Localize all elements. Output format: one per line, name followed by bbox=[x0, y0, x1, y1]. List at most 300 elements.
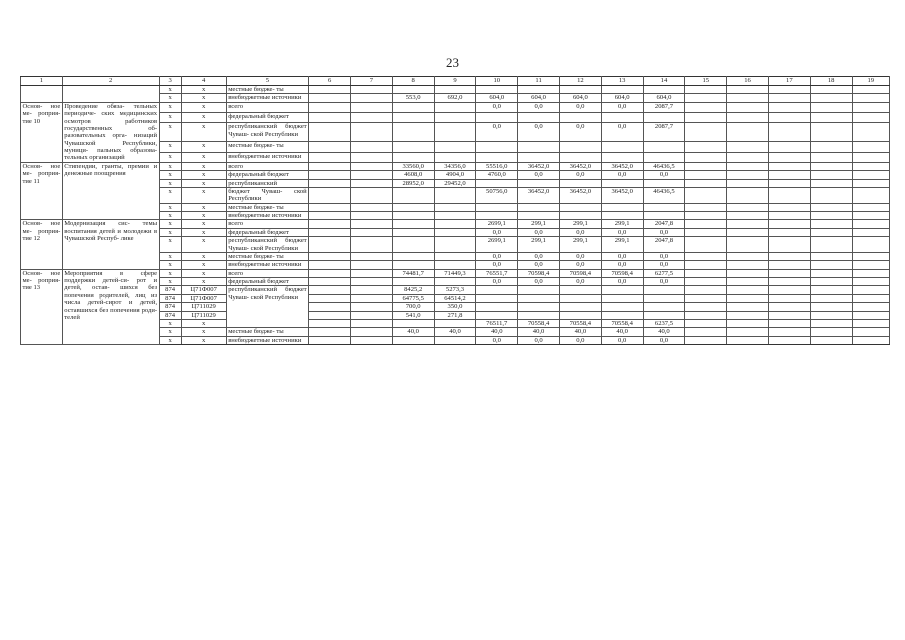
value-cell: 0,0 bbox=[643, 252, 685, 260]
funding-source: местные бюдже- ты bbox=[226, 86, 309, 94]
value-cell: 40,0 bbox=[434, 328, 476, 336]
empty-cell bbox=[852, 303, 889, 311]
code-cell: х bbox=[159, 220, 181, 228]
code-cell: х bbox=[159, 86, 181, 94]
empty-cell bbox=[350, 187, 392, 203]
code-cell: х bbox=[159, 102, 181, 112]
empty-cell bbox=[727, 203, 769, 211]
value-cell bbox=[434, 278, 476, 286]
empty-cell bbox=[727, 328, 769, 336]
empty-cell bbox=[309, 319, 351, 327]
empty-cell bbox=[727, 112, 769, 122]
value-cell bbox=[476, 179, 518, 187]
empty-cell bbox=[810, 278, 852, 286]
measure-name: Стипендии, гранты, премии и денежные поощрения bbox=[62, 162, 159, 220]
code-cell: х bbox=[181, 328, 226, 336]
value-cell: 36452,0 bbox=[518, 187, 560, 203]
value-cell bbox=[643, 311, 685, 319]
page-number: 23 bbox=[446, 55, 459, 70]
value-cell: 40,0 bbox=[601, 328, 643, 336]
value-cell: 0,0 bbox=[643, 171, 685, 179]
funding-source: местные бюдже- ты bbox=[226, 252, 309, 260]
funding-source: местные бюдже- ты bbox=[226, 142, 309, 152]
empty-cell bbox=[685, 286, 727, 294]
value-cell: 36452,0 bbox=[559, 162, 601, 170]
column-header: 17 bbox=[768, 77, 810, 86]
empty-cell bbox=[309, 261, 351, 269]
value-cell bbox=[476, 152, 518, 162]
column-header-row bbox=[21, 77, 890, 86]
empty-cell bbox=[727, 252, 769, 260]
empty-cell bbox=[350, 303, 392, 311]
empty-cell bbox=[309, 328, 351, 336]
value-cell: 0,0 bbox=[643, 228, 685, 236]
value-cell: 74481,7 bbox=[392, 269, 434, 277]
value-cell: 299,1 bbox=[518, 237, 560, 253]
value-cell: 71449,3 bbox=[434, 269, 476, 277]
value-cell: 0,0 bbox=[643, 278, 685, 286]
value-cell: 28952,0 bbox=[392, 179, 434, 187]
empty-cell bbox=[309, 94, 351, 102]
empty-cell bbox=[727, 102, 769, 112]
code-cell: х bbox=[159, 252, 181, 260]
code-cell: х bbox=[181, 142, 226, 152]
column-header: 13 bbox=[601, 77, 643, 86]
empty-cell bbox=[350, 152, 392, 162]
empty-cell bbox=[810, 86, 852, 94]
empty-cell bbox=[350, 294, 392, 302]
empty-cell bbox=[350, 328, 392, 336]
value-cell bbox=[518, 142, 560, 152]
empty-cell bbox=[768, 303, 810, 311]
empty-cell bbox=[350, 237, 392, 253]
value-cell bbox=[392, 319, 434, 327]
empty-cell bbox=[727, 94, 769, 102]
value-cell: 4608,0 bbox=[392, 171, 434, 179]
empty-cell bbox=[810, 187, 852, 203]
code-cell: х bbox=[159, 123, 181, 142]
value-cell bbox=[476, 286, 518, 294]
empty-cell bbox=[350, 220, 392, 228]
empty-cell bbox=[852, 94, 889, 102]
empty-cell bbox=[727, 319, 769, 327]
value-cell bbox=[434, 228, 476, 236]
value-cell: 604,0 bbox=[518, 94, 560, 102]
value-cell: 2699,1 bbox=[476, 220, 518, 228]
value-cell: 70558,4 bbox=[518, 319, 560, 327]
empty-cell bbox=[350, 112, 392, 122]
empty-cell bbox=[768, 328, 810, 336]
value-cell: 0,0 bbox=[601, 123, 643, 142]
value-cell bbox=[476, 212, 518, 220]
empty-cell bbox=[727, 152, 769, 162]
empty-cell bbox=[852, 212, 889, 220]
empty-cell bbox=[685, 278, 727, 286]
value-cell: 0,0 bbox=[559, 171, 601, 179]
empty-cell bbox=[810, 328, 852, 336]
value-cell: 40,0 bbox=[518, 328, 560, 336]
value-cell: 0,0 bbox=[518, 102, 560, 112]
value-cell bbox=[601, 179, 643, 187]
budget-table-body bbox=[21, 77, 890, 345]
column-header: 4 bbox=[181, 77, 226, 86]
measure-name: Проведение обяза- тельных периодиче- ских медицинских осмотров работников государственных об- разовательных орга- низаций Чувашской Республики, муници- пальных образова- тельных организаций bbox=[64, 102, 158, 162]
empty-cell bbox=[727, 162, 769, 170]
code-cell: 874 bbox=[159, 303, 181, 311]
empty-cell bbox=[685, 94, 727, 102]
value-cell bbox=[518, 203, 560, 211]
empty-cell bbox=[810, 162, 852, 170]
value-cell: 0,0 bbox=[518, 171, 560, 179]
empty-cell bbox=[350, 142, 392, 152]
measure-code: Основ- ное ме- роприя- тие 12 bbox=[21, 220, 63, 269]
value-cell: 604,0 bbox=[559, 94, 601, 102]
value-cell: 34356,0 bbox=[434, 162, 476, 170]
value-cell: 70558,4 bbox=[601, 319, 643, 327]
value-cell bbox=[643, 294, 685, 302]
empty-cell bbox=[350, 336, 392, 344]
value-cell bbox=[476, 294, 518, 302]
code-cell: х bbox=[159, 269, 181, 277]
empty-cell bbox=[350, 171, 392, 179]
value-cell bbox=[392, 278, 434, 286]
column-header: 2 bbox=[62, 77, 159, 86]
empty-cell bbox=[350, 86, 392, 94]
empty-cell bbox=[852, 252, 889, 260]
value-cell bbox=[643, 303, 685, 311]
empty-cell bbox=[350, 102, 392, 112]
measure-name: Мероприятия в сфере поддержки детей-си- рот и детей, остав- шихся без попечения родителей, лиц из числа детей-сирот и детей, оставшихся без попечения роди- телей bbox=[62, 269, 159, 344]
empty-cell bbox=[309, 220, 351, 228]
empty-cell bbox=[810, 220, 852, 228]
value-cell: 0,0 bbox=[559, 102, 601, 112]
funding-source: республиканский бюджет Чуваш- ской Республики bbox=[226, 123, 309, 142]
value-cell bbox=[434, 336, 476, 344]
code-cell: х bbox=[181, 252, 226, 260]
empty-cell bbox=[852, 294, 889, 302]
value-cell: 70598,4 bbox=[559, 269, 601, 277]
value-cell: 0,0 bbox=[643, 261, 685, 269]
value-cell: 6277,5 bbox=[643, 269, 685, 277]
empty-cell bbox=[768, 152, 810, 162]
empty-cell bbox=[685, 336, 727, 344]
empty-cell bbox=[810, 303, 852, 311]
empty-cell bbox=[768, 294, 810, 302]
empty-cell bbox=[350, 123, 392, 142]
table-row bbox=[21, 102, 890, 112]
code-cell: 874 bbox=[159, 294, 181, 302]
value-cell: 70598,4 bbox=[518, 269, 560, 277]
empty-cell bbox=[685, 252, 727, 260]
value-cell: 2087,7 bbox=[643, 102, 685, 112]
empty-cell bbox=[852, 203, 889, 211]
value-cell bbox=[392, 228, 434, 236]
value-cell bbox=[559, 294, 601, 302]
empty-cell bbox=[727, 294, 769, 302]
value-cell bbox=[643, 152, 685, 162]
empty-cell bbox=[309, 311, 351, 319]
value-cell bbox=[392, 237, 434, 253]
empty-cell bbox=[727, 311, 769, 319]
empty-cell bbox=[685, 328, 727, 336]
column-header: 18 bbox=[810, 77, 852, 86]
code-cell: х bbox=[159, 152, 181, 162]
empty-cell bbox=[810, 228, 852, 236]
value-cell: 2699,1 bbox=[476, 237, 518, 253]
empty-cell bbox=[685, 162, 727, 170]
empty-cell bbox=[852, 102, 889, 112]
empty-cell bbox=[727, 212, 769, 220]
code-cell: х bbox=[159, 336, 181, 344]
value-cell bbox=[518, 286, 560, 294]
value-cell bbox=[392, 212, 434, 220]
value-cell bbox=[643, 86, 685, 94]
value-cell: 0,0 bbox=[559, 123, 601, 142]
empty-cell bbox=[810, 152, 852, 162]
value-cell: 541,0 bbox=[392, 311, 434, 319]
value-cell bbox=[392, 203, 434, 211]
value-cell bbox=[518, 86, 560, 94]
empty-cell bbox=[727, 179, 769, 187]
value-cell bbox=[518, 179, 560, 187]
funding-source: внебюджетные источники bbox=[226, 336, 309, 344]
value-cell bbox=[476, 311, 518, 319]
code-cell: х bbox=[159, 187, 181, 203]
column-header: 5 bbox=[226, 77, 309, 86]
code-cell: х bbox=[159, 212, 181, 220]
value-cell bbox=[518, 303, 560, 311]
code-cell: х bbox=[181, 152, 226, 162]
funding-source: всего bbox=[226, 269, 309, 277]
value-cell: 76551,7 bbox=[476, 269, 518, 277]
funding-source: внебюджетные источники bbox=[226, 152, 309, 162]
code-cell: х bbox=[181, 228, 226, 236]
empty-cell bbox=[685, 212, 727, 220]
empty-cell bbox=[727, 220, 769, 228]
empty-cell bbox=[768, 311, 810, 319]
code-cell: х bbox=[159, 278, 181, 286]
empty-cell bbox=[810, 203, 852, 211]
value-cell bbox=[392, 102, 434, 112]
empty-cell bbox=[852, 319, 889, 327]
empty-cell bbox=[852, 328, 889, 336]
code-cell: х bbox=[159, 179, 181, 187]
value-cell: 0,0 bbox=[476, 278, 518, 286]
empty-cell bbox=[727, 123, 769, 142]
value-cell bbox=[643, 212, 685, 220]
value-cell: 40,0 bbox=[643, 328, 685, 336]
measure-code: Основ- ное ме- роприя- тие 10 bbox=[21, 102, 63, 162]
value-cell bbox=[434, 187, 476, 203]
value-cell: 0,0 bbox=[518, 336, 560, 344]
empty-cell bbox=[309, 162, 351, 170]
value-cell: 0,0 bbox=[559, 278, 601, 286]
empty-cell bbox=[309, 123, 351, 142]
column-header: 16 bbox=[727, 77, 769, 86]
empty-cell bbox=[852, 162, 889, 170]
empty-cell bbox=[685, 220, 727, 228]
value-cell: 0,0 bbox=[559, 336, 601, 344]
empty-cell bbox=[309, 152, 351, 162]
code-cell: Ц71Ф007 bbox=[181, 286, 226, 294]
value-cell: 2047,8 bbox=[643, 237, 685, 253]
empty-cell bbox=[350, 162, 392, 170]
column-header: 7 bbox=[350, 77, 392, 86]
value-cell bbox=[434, 212, 476, 220]
value-cell bbox=[559, 86, 601, 94]
empty-cell bbox=[768, 179, 810, 187]
code-cell: х bbox=[159, 228, 181, 236]
value-cell bbox=[643, 286, 685, 294]
value-cell: 299,1 bbox=[601, 237, 643, 253]
code-cell: х bbox=[159, 328, 181, 336]
value-cell: 0,0 bbox=[518, 252, 560, 260]
empty-cell bbox=[852, 152, 889, 162]
value-cell bbox=[559, 303, 601, 311]
measure-code-cell bbox=[21, 86, 63, 103]
empty-cell bbox=[852, 171, 889, 179]
table-row bbox=[21, 162, 890, 170]
value-cell: 692,0 bbox=[434, 94, 476, 102]
empty-cell bbox=[727, 228, 769, 236]
value-cell: 0,0 bbox=[559, 252, 601, 260]
empty-cell bbox=[768, 220, 810, 228]
funding-source: республиканский bbox=[226, 179, 309, 187]
code-cell: х bbox=[181, 94, 226, 102]
value-cell: 70558,4 bbox=[559, 319, 601, 327]
value-cell bbox=[434, 261, 476, 269]
value-cell: 76511,7 bbox=[476, 319, 518, 327]
value-cell bbox=[601, 112, 643, 122]
value-cell: 0,0 bbox=[476, 102, 518, 112]
value-cell: 350,0 bbox=[434, 303, 476, 311]
code-cell: х bbox=[159, 237, 181, 253]
code-cell: х bbox=[181, 319, 226, 327]
value-cell: 0,0 bbox=[601, 252, 643, 260]
value-cell: 70598,4 bbox=[601, 269, 643, 277]
empty-cell bbox=[768, 187, 810, 203]
value-cell bbox=[643, 179, 685, 187]
empty-cell bbox=[685, 294, 727, 302]
empty-cell bbox=[852, 228, 889, 236]
value-cell bbox=[476, 303, 518, 311]
empty-cell bbox=[309, 269, 351, 277]
value-cell bbox=[559, 179, 601, 187]
empty-cell bbox=[350, 278, 392, 286]
value-cell: 700,0 bbox=[392, 303, 434, 311]
value-cell: 604,0 bbox=[476, 94, 518, 102]
empty-cell bbox=[309, 286, 351, 294]
empty-cell bbox=[852, 179, 889, 187]
code-cell: х bbox=[181, 336, 226, 344]
empty-cell bbox=[727, 303, 769, 311]
empty-cell bbox=[350, 179, 392, 187]
value-cell: 5273,3 bbox=[434, 286, 476, 294]
empty-cell bbox=[768, 102, 810, 112]
empty-cell bbox=[852, 142, 889, 152]
value-cell bbox=[601, 86, 643, 94]
empty-cell bbox=[768, 269, 810, 277]
code-cell: х bbox=[159, 162, 181, 170]
empty-cell bbox=[309, 86, 351, 94]
empty-cell bbox=[309, 102, 351, 112]
value-cell: 0,0 bbox=[518, 123, 560, 142]
table-row bbox=[21, 86, 890, 94]
code-cell: х bbox=[181, 123, 226, 142]
value-cell bbox=[392, 261, 434, 269]
code-cell: х bbox=[159, 319, 181, 327]
empty-cell bbox=[852, 187, 889, 203]
empty-cell bbox=[309, 112, 351, 122]
empty-cell bbox=[309, 171, 351, 179]
value-cell: 0,0 bbox=[476, 228, 518, 236]
value-cell bbox=[392, 86, 434, 94]
empty-cell bbox=[727, 261, 769, 269]
empty-cell bbox=[768, 278, 810, 286]
empty-cell bbox=[727, 278, 769, 286]
value-cell: 40,0 bbox=[476, 328, 518, 336]
value-cell: 2087,7 bbox=[643, 123, 685, 142]
empty-cell bbox=[810, 142, 852, 152]
empty-cell bbox=[309, 228, 351, 236]
empty-cell bbox=[685, 187, 727, 203]
code-cell: х bbox=[181, 203, 226, 211]
empty-cell bbox=[727, 86, 769, 94]
value-cell: 29452,0 bbox=[434, 179, 476, 187]
value-cell bbox=[643, 203, 685, 211]
value-cell bbox=[434, 102, 476, 112]
value-cell bbox=[601, 286, 643, 294]
value-cell: 0,0 bbox=[601, 171, 643, 179]
value-cell bbox=[559, 311, 601, 319]
value-cell bbox=[392, 252, 434, 260]
empty-cell bbox=[685, 261, 727, 269]
empty-cell bbox=[685, 269, 727, 277]
empty-cell bbox=[852, 261, 889, 269]
value-cell bbox=[476, 142, 518, 152]
code-cell: 874 bbox=[159, 311, 181, 319]
value-cell bbox=[434, 252, 476, 260]
empty-cell bbox=[852, 86, 889, 94]
value-cell: 6237,5 bbox=[643, 319, 685, 327]
column-header: 8 bbox=[392, 77, 434, 86]
budget-table bbox=[20, 76, 890, 345]
empty-cell bbox=[768, 228, 810, 236]
empty-cell bbox=[309, 142, 351, 152]
value-cell bbox=[476, 86, 518, 94]
empty-cell bbox=[685, 123, 727, 142]
empty-cell bbox=[852, 311, 889, 319]
value-cell bbox=[601, 311, 643, 319]
code-cell: х bbox=[181, 269, 226, 277]
empty-cell bbox=[852, 237, 889, 253]
empty-cell bbox=[350, 212, 392, 220]
column-header: 6 bbox=[309, 77, 351, 86]
value-cell bbox=[434, 123, 476, 142]
code-cell: х bbox=[159, 171, 181, 179]
value-cell: 8425,2 bbox=[392, 286, 434, 294]
value-cell: 604,0 bbox=[643, 94, 685, 102]
value-cell: 0,0 bbox=[476, 261, 518, 269]
value-cell bbox=[518, 152, 560, 162]
value-cell bbox=[434, 319, 476, 327]
measure-code: Основ- ное ме- роприя- тие 13 bbox=[21, 269, 63, 344]
funding-source: местные бюдже- ты bbox=[226, 328, 309, 336]
column-header: 19 bbox=[852, 77, 889, 86]
value-cell bbox=[601, 212, 643, 220]
value-cell bbox=[518, 212, 560, 220]
funding-source: местные бюдже- ты bbox=[226, 203, 309, 211]
